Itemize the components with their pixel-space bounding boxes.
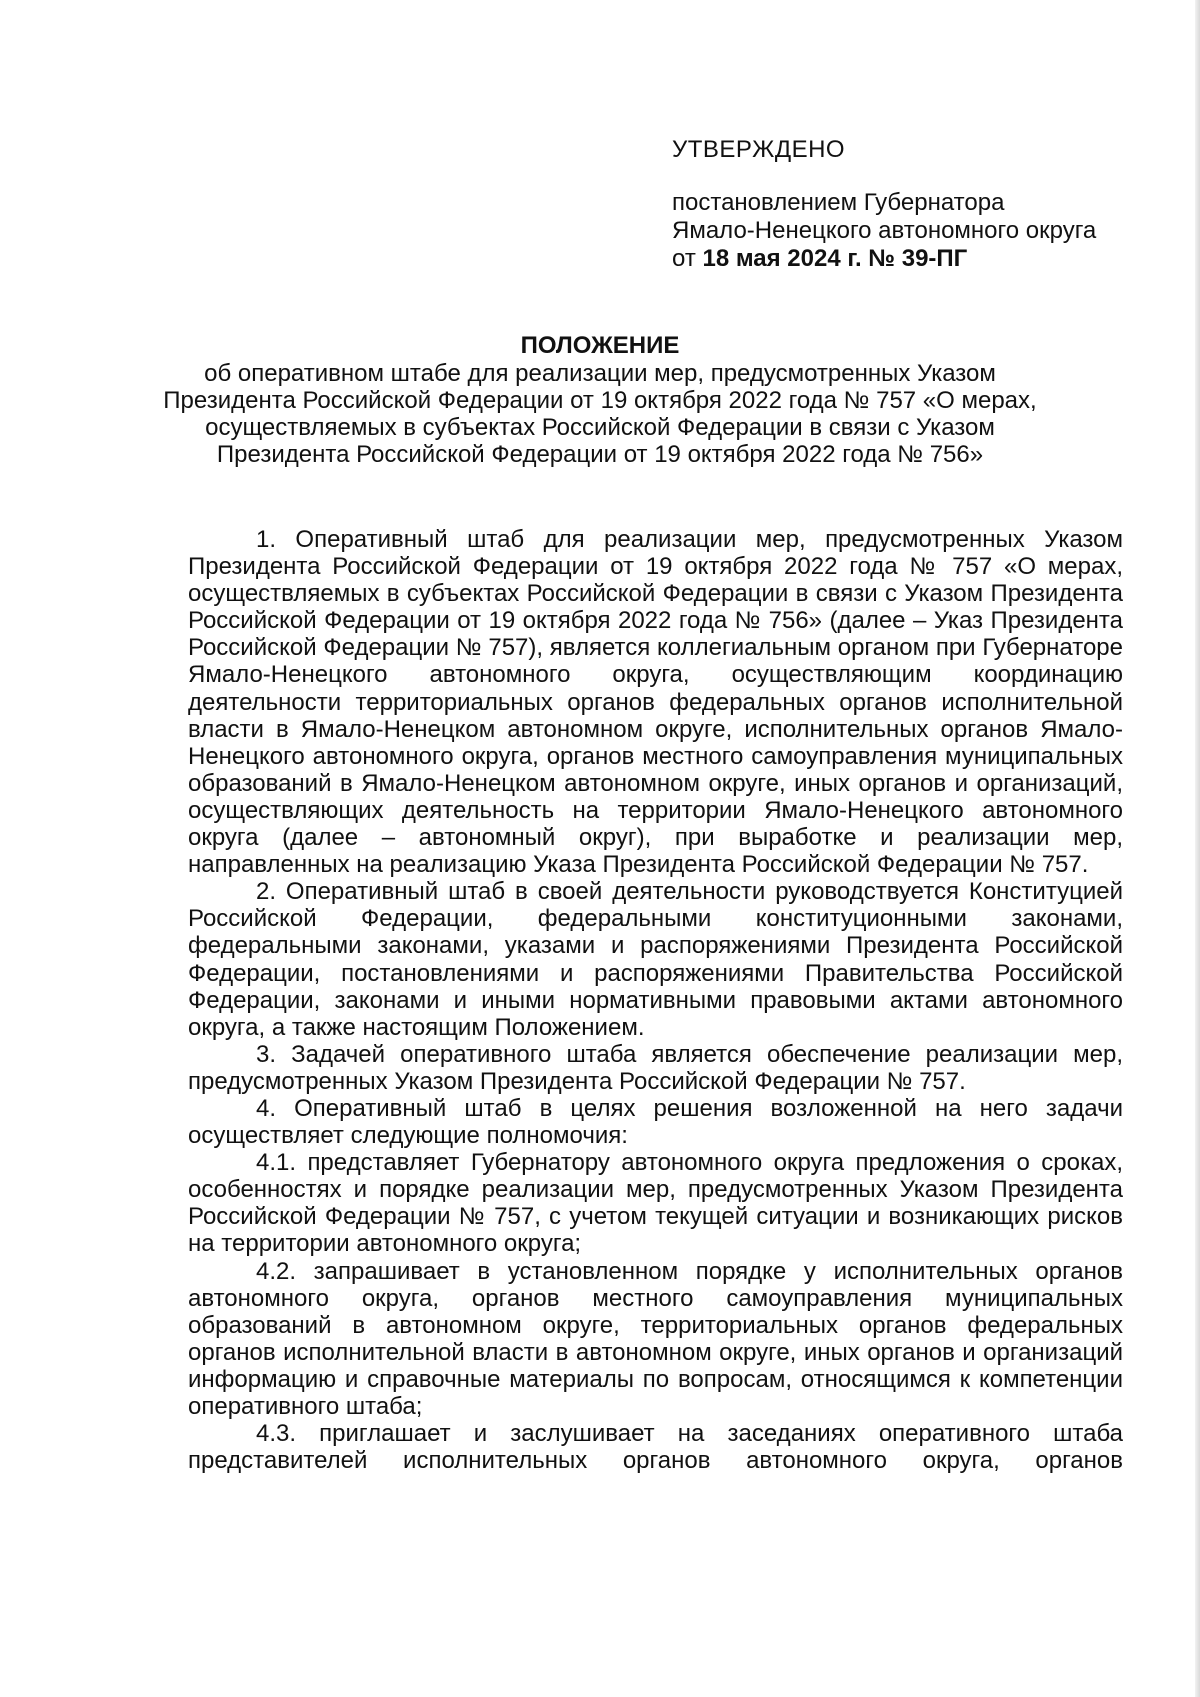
paragraph-1: 1. Оперативный штаб для реализации мер, предусмотренных Указом Президента Российской Федерации от 19 октября 2022 года № 757 «О мерах, осуществляемых в субъектах Российской Федерации в связи с Указом Президента Российской Федерации от 19 октября 2022 года № 756» (далее – Указ Президента Российской Федерации № 757), является коллегиальным органом при Губернаторе Ямало-Ненецкого автономного округа, осуществляющим координацию деятельности территориальных органов федеральных органов исполнительной власти в Ямало-Ненецком автономном округе, исполнительных органов Ямало-Ненецкого автономного округа, органов местного самоуправления муниципальных образований в Ямало-Ненецком автономном округе, иных органов и организаций, осуществляющих деятельность на территории Ямало-Ненецкого автономного округа (далее – автономный округ), при выработке и реализации мер, направленных на реализацию Указа Президента Российской Федерации № 757. [188, 526, 1123, 879]
paragraph-4-3: 4.3. приглашает и заслушивает на заседаниях оперативного штаба представителей исполнительных органов автономного округа, органов [188, 1420, 1123, 1475]
document-body [188, 526, 1123, 1474]
page-edge-shadow [1195, 0, 1200, 1697]
document-subtitle-line: осуществляемых в субъектах Российской Федерации в связи с Указом [205, 414, 995, 441]
document-title-block [150, 332, 1050, 468]
document-subtitle-line: Президента Российской Федерации от 19 октября 2022 года № 757 «О мерах, [163, 387, 1037, 414]
document-subtitle-line: об оперативном штабе для реализации мер, предусмотренных Указом [204, 360, 996, 387]
approval-line-2: Ямало-Ненецкого автономного округа [672, 217, 1097, 244]
approval-title: УТВЕРЖДЕНО [672, 136, 846, 163]
approval-date-line [672, 245, 1162, 273]
approval-date-prefix: от [672, 245, 703, 272]
paragraph-4-2: 4.2. запрашивает в установленном порядке у исполнительных органов автономного округа, органов местного самоуправления муниципальных образований в автономном округе, территориальных органов федеральных органов исполнительной власти в автономном округе, иных органов и организаций информацию и справочные материалы по вопросам, относящимся к компетенции оперативного штаба; [188, 1257, 1123, 1420]
paragraph-4: 4. Оперативный штаб в целях решения возложенной на него задачи осуществляет следующие полномочия: [188, 1094, 1123, 1150]
document-subtitle-line: Президента Российской Федерации от 19 октября 2022 года № 756» [216, 441, 984, 468]
approval-block [672, 136, 1162, 273]
document-heading: ПОЛОЖЕНИЕ [520, 332, 680, 359]
paragraph-2: 2. Оперативный штаб в своей деятельности руководствуется Конституцией Российской Федерации, федеральными конституционными законами, федеральными законами, указами и распоряжениями Президента Российской Федерации, постановлениями и распоряжениями Правительства Российской Федерации, законами и иными нормативными правовыми актами автономного округа, а также настоящим Положением. [188, 878, 1123, 1041]
paragraph-3: 3. Задачей оперативного штаба является обеспечение реализации мер, предусмотренных Указом Президента Российской Федерации № 757. [188, 1040, 1123, 1095]
approval-line-1: постановлением Губернатора [672, 189, 1005, 216]
paragraph-4-1: 4.1. представляет Губернатору автономного округа предложения о сроках, особенностях и порядке реализации мер, предусмотренных Указом Президента Российской Федерации № 757, с учетом текущей ситуации и возникающих рисков на территории автономного округа; [188, 1149, 1123, 1258]
approval-date-value: 18 мая 2024 г. № 39-ПГ [702, 245, 968, 272]
